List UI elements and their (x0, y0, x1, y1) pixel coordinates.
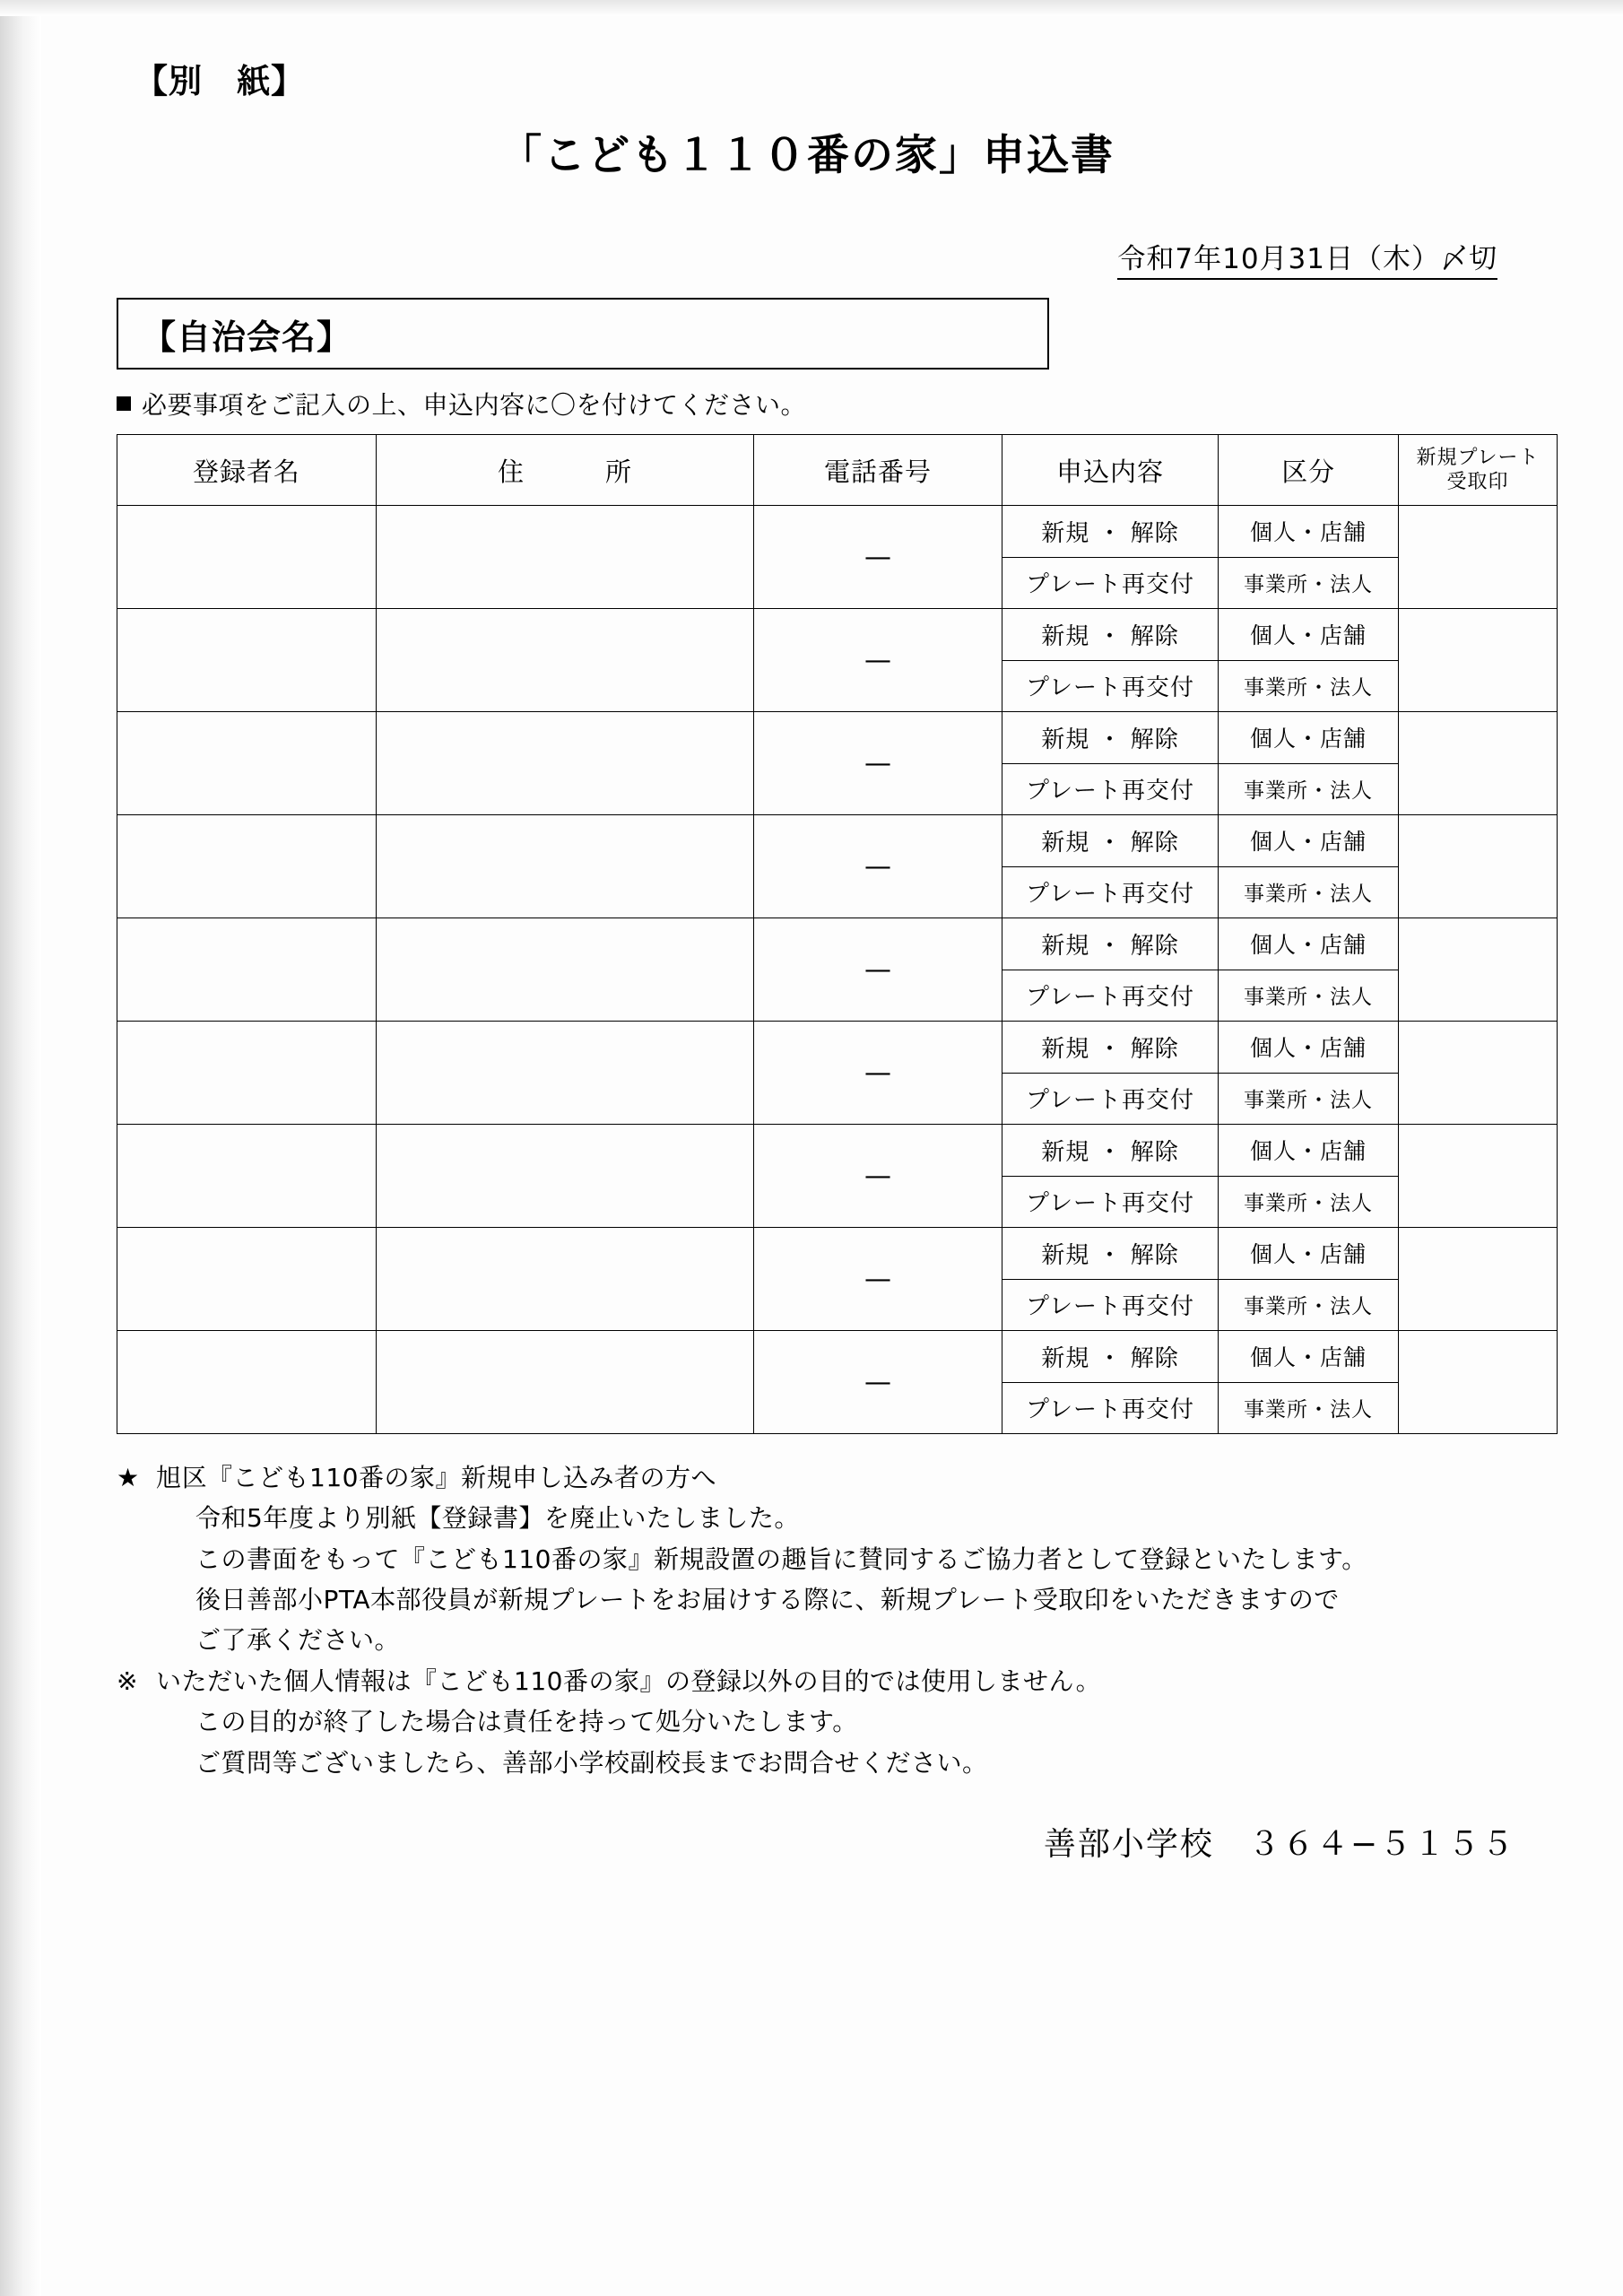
footnote-mark: ※ (117, 1665, 138, 1696)
footnote-line (117, 1539, 1551, 1579)
attachment-label: 【別 紙】 (135, 62, 305, 100)
option-individual-shop[interactable]: 個人・店舗 (1219, 1331, 1398, 1383)
option-business-corporation[interactable]: 事業所・法人 (1244, 676, 1373, 700)
cell-plate-seal[interactable] (1399, 506, 1558, 609)
option-new-or-cancel[interactable]: 新規 ・ 解除 (1002, 1125, 1218, 1177)
cell-address[interactable] (377, 1228, 754, 1331)
application-table (117, 434, 1558, 1434)
cell-phone[interactable]: — (754, 712, 1002, 815)
deadline-row (117, 236, 1551, 276)
cell-phone[interactable]: — (754, 1125, 1002, 1228)
option-new-or-cancel[interactable]: 新規 ・ 解除 (1002, 815, 1218, 867)
table-row (117, 918, 1558, 1022)
cell-plate-seal[interactable] (1399, 1125, 1558, 1228)
association-name-label: 【自治会名】 (142, 317, 352, 357)
cell-address[interactable] (377, 918, 754, 1022)
cell-category[interactable] (1219, 1331, 1399, 1434)
cell-category[interactable] (1219, 712, 1399, 815)
footnote-text: 後日善部小PTA本部役員が新規プレートをお届けする際に、新規プレート受取印をいただきますので (195, 1585, 1340, 1615)
plate-seal-line1: 新規プレート (1416, 446, 1540, 469)
table-row (117, 1125, 1558, 1228)
cell-application[interactable] (1002, 1022, 1219, 1125)
cell-name[interactable] (117, 1331, 377, 1434)
option-new-or-cancel[interactable]: 新規 ・ 解除 (1002, 712, 1218, 764)
cell-application[interactable] (1002, 918, 1219, 1022)
footnote-text: ご了承ください。 (195, 1625, 401, 1656)
cell-plate-seal[interactable] (1399, 609, 1558, 712)
cell-address[interactable] (377, 609, 754, 712)
cell-application[interactable] (1002, 1125, 1219, 1228)
cell-application[interactable] (1002, 609, 1219, 712)
cell-phone[interactable]: — (754, 918, 1002, 1022)
option-plate-reissue[interactable]: プレート再交付 (1026, 778, 1194, 805)
option-plate-reissue[interactable]: プレート再交付 (1026, 1396, 1194, 1424)
footnotes (117, 1457, 1551, 1783)
cell-application[interactable] (1002, 1331, 1219, 1434)
cell-phone[interactable]: — (754, 1022, 1002, 1125)
option-business-corporation[interactable]: 事業所・法人 (1244, 573, 1373, 597)
cell-name[interactable] (117, 506, 377, 609)
footnote-mark (117, 1620, 156, 1660)
footnote-mark (117, 1743, 156, 1783)
footnote-mark (117, 1579, 156, 1620)
cell-name[interactable] (117, 1125, 377, 1228)
association-name-box[interactable] (117, 298, 1049, 370)
footnote-line (117, 1661, 1551, 1701)
cell-address[interactable] (377, 1125, 754, 1228)
school-contact: 善部小学校 ３６４−５１５５ (1043, 1825, 1515, 1863)
option-plate-reissue[interactable]: プレート再交付 (1026, 1087, 1194, 1115)
option-individual-shop[interactable]: 個人・店舗 (1219, 1022, 1398, 1074)
cell-address[interactable] (377, 1022, 754, 1125)
footnote-mark (117, 1498, 156, 1538)
deadline-text: 令和7年10月31日（木）〆切 (1117, 243, 1497, 280)
option-business-corporation[interactable]: 事業所・法人 (1244, 1295, 1373, 1319)
option-plate-reissue[interactable]: プレート再交付 (1026, 1293, 1194, 1321)
table-header-row (117, 435, 1558, 506)
option-new-or-cancel[interactable]: 新規 ・ 解除 (1002, 609, 1218, 661)
cell-phone[interactable]: — (754, 815, 1002, 918)
cell-phone[interactable]: — (754, 1331, 1002, 1434)
footnote-line (117, 1743, 1551, 1783)
table-row (117, 1228, 1558, 1331)
scan-edge-top (0, 0, 1623, 16)
option-plate-reissue[interactable]: プレート再交付 (1026, 881, 1194, 909)
scan-edge-left (0, 0, 41, 2296)
cell-plate-seal[interactable] (1399, 1228, 1558, 1331)
cell-name[interactable] (117, 712, 377, 815)
table-row (117, 1022, 1558, 1125)
column-header-plate-seal (1399, 435, 1558, 506)
option-individual-shop[interactable]: 個人・店舗 (1219, 1228, 1398, 1280)
option-plate-reissue[interactable]: プレート再交付 (1026, 984, 1194, 1012)
cell-category[interactable] (1219, 609, 1399, 712)
table-row (117, 1331, 1558, 1434)
cell-application[interactable] (1002, 506, 1219, 609)
option-plate-reissue[interactable]: プレート再交付 (1026, 1190, 1194, 1218)
footnote-text: この目的が終了した場合は責任を持って処分いたします。 (195, 1707, 858, 1737)
option-individual-shop[interactable]: 個人・店舗 (1219, 712, 1398, 764)
cell-address[interactable] (377, 815, 754, 918)
cell-category[interactable] (1219, 506, 1399, 609)
table-body (117, 506, 1558, 1434)
footnote-text: ご質問等ございましたら、善部小学校副校長までお問合せください。 (195, 1747, 988, 1778)
footnote-mark: ★ (117, 1463, 140, 1492)
cell-name[interactable] (117, 918, 377, 1022)
table-row (117, 609, 1558, 712)
cell-phone[interactable]: — (754, 506, 1002, 609)
instruction-text: 必要事項をご記入の上、申込内容に〇を付けてください。 (142, 390, 807, 420)
cell-phone[interactable]: — (754, 1228, 1002, 1331)
column-header-address: 住 所 (377, 435, 754, 506)
option-plate-reissue[interactable]: プレート再交付 (1026, 674, 1194, 702)
option-individual-shop[interactable]: 個人・店舗 (1219, 1125, 1398, 1177)
cell-name[interactable] (117, 815, 377, 918)
option-individual-shop[interactable]: 個人・店舗 (1219, 918, 1398, 970)
cell-application[interactable] (1002, 815, 1219, 918)
cell-category[interactable] (1219, 815, 1399, 918)
cell-name[interactable] (117, 1022, 377, 1125)
cell-category[interactable] (1219, 1228, 1399, 1331)
option-business-corporation[interactable]: 事業所・法人 (1244, 1398, 1373, 1422)
cell-address[interactable] (377, 506, 754, 609)
cell-category[interactable] (1219, 918, 1399, 1022)
footnote-line (117, 1498, 1551, 1538)
table-row (117, 712, 1558, 815)
cell-application[interactable] (1002, 1228, 1219, 1331)
page-title: 「こども１１０番の家」申込書 (499, 131, 1115, 180)
footnote-text: いただいた個人情報は『こども110番の家』の登録以外の目的では使用しません。 (156, 1665, 1102, 1696)
cell-address[interactable] (377, 1331, 754, 1434)
square-bullet-icon (117, 396, 131, 411)
option-business-corporation[interactable]: 事業所・法人 (1244, 986, 1373, 1010)
footnote-text: 令和5年度より別紙【登録書】を廃止いたしました。 (195, 1503, 800, 1534)
plate-seal-line2: 受取印 (1446, 471, 1509, 493)
option-new-or-cancel[interactable]: 新規 ・ 解除 (1002, 1331, 1218, 1383)
column-header-name: 登録者名 (117, 435, 377, 506)
footnote-text: この書面をもって『こども110番の家』新規設置の趣旨に賛同するご協力者として登録といたします。 (195, 1544, 1367, 1574)
footnote-line (117, 1579, 1551, 1620)
cell-plate-seal[interactable] (1399, 918, 1558, 1022)
option-plate-reissue[interactable]: プレート再交付 (1026, 571, 1194, 599)
option-business-corporation[interactable]: 事業所・法人 (1244, 883, 1373, 907)
footnote-line (117, 1701, 1551, 1742)
footnote-mark (117, 1701, 156, 1742)
cell-plate-seal[interactable] (1399, 712, 1558, 815)
cell-plate-seal[interactable] (1399, 815, 1558, 918)
instruction-line (117, 386, 1551, 422)
column-header-application: 申込内容 (1002, 435, 1219, 506)
column-header-category: 区分 (1219, 435, 1399, 506)
cell-name[interactable] (117, 609, 377, 712)
table-row (117, 506, 1558, 609)
cell-address[interactable] (377, 712, 754, 815)
option-individual-shop[interactable]: 個人・店舗 (1219, 609, 1398, 661)
option-new-or-cancel[interactable]: 新規 ・ 解除 (1002, 1228, 1218, 1280)
cell-plate-seal[interactable] (1399, 1022, 1558, 1125)
footnote-line (117, 1457, 1551, 1498)
option-business-corporation[interactable]: 事業所・法人 (1244, 1192, 1373, 1216)
option-business-corporation[interactable]: 事業所・法人 (1244, 779, 1373, 804)
footnote-line (117, 1620, 1551, 1660)
cell-category[interactable] (1219, 1022, 1399, 1125)
cell-category[interactable] (1219, 1125, 1399, 1228)
document-content (117, 54, 1551, 1865)
option-new-or-cancel[interactable]: 新規 ・ 解除 (1002, 506, 1218, 558)
cell-name[interactable] (117, 1228, 377, 1331)
table-row (117, 815, 1558, 918)
footnote-mark (117, 1539, 156, 1579)
option-individual-shop[interactable]: 個人・店舗 (1219, 506, 1398, 558)
option-business-corporation[interactable]: 事業所・法人 (1244, 1089, 1373, 1113)
cell-application[interactable] (1002, 712, 1219, 815)
cell-phone[interactable]: — (754, 609, 1002, 712)
cell-plate-seal[interactable] (1399, 1331, 1558, 1434)
option-individual-shop[interactable]: 個人・店舗 (1219, 815, 1398, 867)
column-header-phone: 電話番号 (754, 435, 1002, 506)
option-new-or-cancel[interactable]: 新規 ・ 解除 (1002, 1022, 1218, 1074)
option-new-or-cancel[interactable]: 新規 ・ 解除 (1002, 918, 1218, 970)
footnote-text: 旭区『こども110番の家』新規申し込み者の方へ (156, 1463, 716, 1492)
